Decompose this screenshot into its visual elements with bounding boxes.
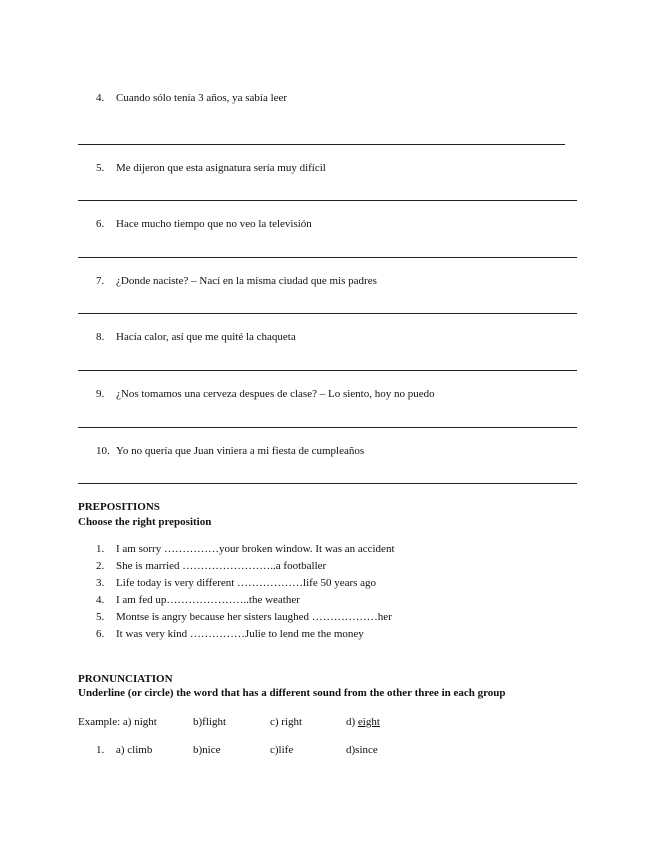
list-item: It was very kind ……………Julie to lend me the money [116,628,364,640]
list-item: I am sorry ……………your broken window. It was an accident [116,543,395,555]
example-option-d [346,716,380,729]
answer-line[interactable] [78,144,565,145]
item-number: 1. [96,744,105,756]
sentence-text: Hacía calor, así que me quité la chaqueta [116,331,296,343]
answer-line[interactable] [78,370,577,371]
option-a[interactable]: a) climb [116,744,153,756]
sentence-text: Me dijeron que esta asignatura sería muy difícil [116,162,326,174]
section-instruction: Choose the right preposition [78,516,212,528]
sentence-text: ¿Nos tomamos una cerveza despues de clase? – Lo siento, hoy no puedo [116,388,435,400]
example-underlined-word: eight [357,716,380,728]
example-option-b: b)flight [193,716,226,728]
answer-line[interactable] [78,200,577,201]
option-c[interactable]: c)life [270,744,294,756]
answer-line[interactable] [78,427,577,428]
item-number: 5. [96,162,105,174]
item-number: 7. [96,275,105,287]
sentence-text: Yo no quería que Juan viniera a mi fiesta de cumpleaños [116,445,365,457]
item-number: 9. [96,388,105,400]
section-heading-pronunciation: PRONUNCIATION [78,673,173,685]
item-number: 3. [96,577,105,589]
list-item: Montse is angry because her sisters laughed ………………her [116,611,392,623]
option-d[interactable]: d)since [346,744,378,756]
item-number: 2. [96,560,105,572]
sentence-text: ¿Donde naciste? – Nací en la misma ciudad que mis padres [116,275,377,287]
item-number: 1. [96,543,105,555]
answer-line[interactable] [78,257,577,258]
sentence-text: Cuando sólo tenía 3 años, ya sabía leer [116,92,288,104]
answer-line[interactable] [78,313,577,314]
list-item: Life today is very different ………………life 50 years ago [116,577,377,589]
example-option-d-prefix: d) [346,716,358,728]
item-number: 6. [96,628,105,640]
section-heading-prepositions: PREPOSITIONS [78,501,160,513]
answer-line[interactable] [78,483,577,484]
item-number: 8. [96,331,105,343]
example-label: Example: a) night [78,716,157,728]
sentence-text: Hace mucho tiempo que no veo la televisión [116,218,312,230]
list-item: I am fed up…………………..the weather [116,594,300,606]
item-number: 6. [96,218,105,230]
option-b[interactable]: b)nice [193,744,221,756]
section-instruction: Underline (or circle) the word that has a different sound from the other three in each group [78,687,506,699]
item-number: 4. [96,594,105,606]
example-option-c: c) right [270,716,303,728]
item-number: 5. [96,611,105,623]
item-number: 10. [96,445,110,457]
list-item: She is married ……………………..a footballer [116,560,327,572]
item-number: 4. [96,92,105,104]
